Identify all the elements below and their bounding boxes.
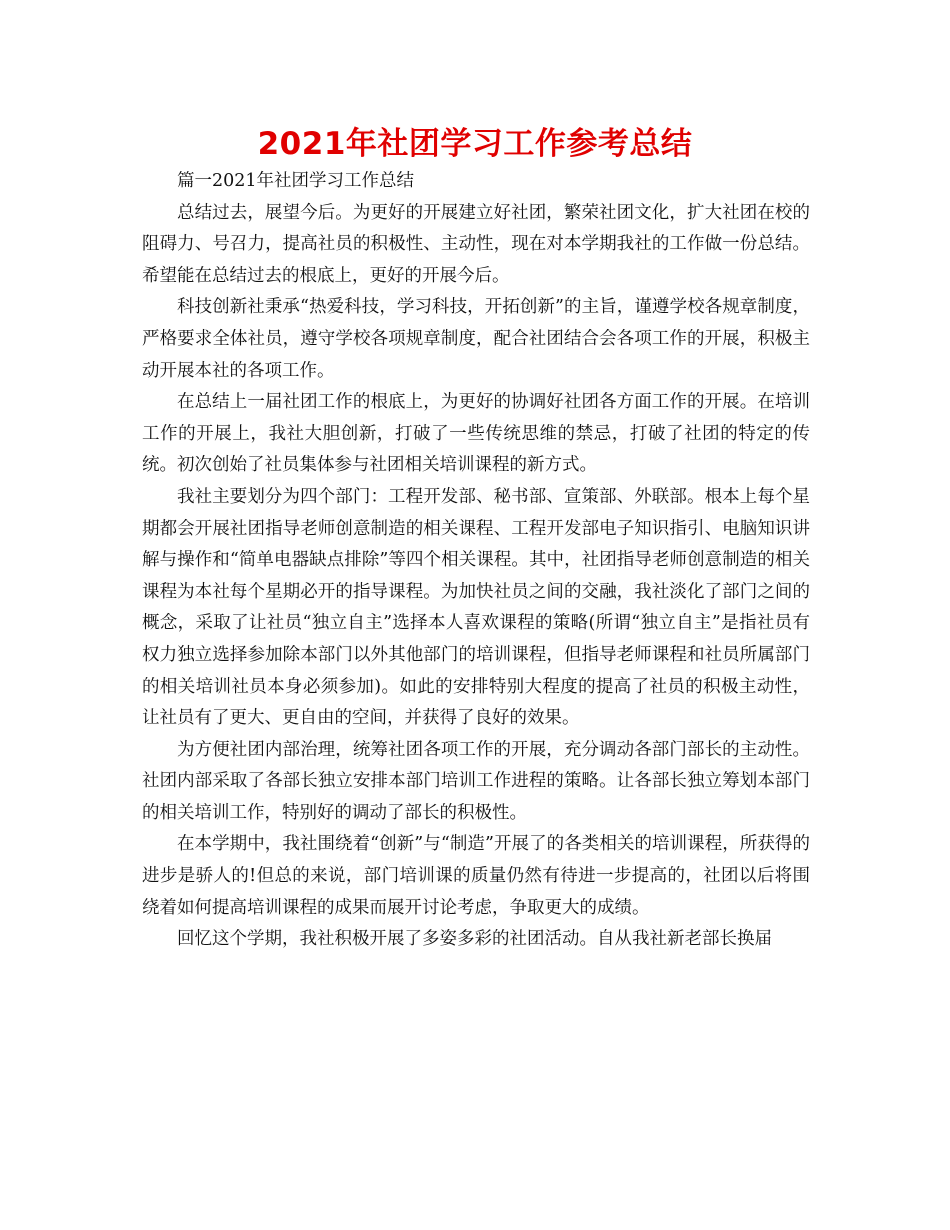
body-paragraph: 科技创新社秉承“热爱科技，学习科技，开拓创新”的主旨，谨遵学校各规章制度，严格要求全体社员，遵守学校各项规章制度，配合社团结合会各项工作的开展，积极主动开展本社的各项工作。 <box>142 297 810 381</box>
body-paragraph: 在本学期中，我社围绕着“创新”与“制造”开展了的各类相关的培训课程，所获得的进步是骄人的!但总的来说，部门培训课的质量仍然有待进一步提高的，社团以后将围绕着如何提高培训课程的成果而展开讨论考虑，争取更大的成绩。 <box>142 834 810 918</box>
body-paragraph: 为方便社团内部治理，统筹社团各项工作的开展，充分调动各部门部长的主动性。社团内部采取了各部长独立安排本部门培训工作进程的策略。让各部长独立筹划本部门的相关培训工作，特别好的调动了部长的积极性。 <box>142 739 810 823</box>
document-title: 2021年社团学习工作参考总结 <box>257 126 693 162</box>
body-paragraph: 我社主要划分为四个部门：工程开发部、秘书部、宣策部、外联部。根本上每个星期都会开展社团指导老师创意制造的相关课程、工程开发部电子知识指引、电脑知识讲解与操作和“简单电器缺点排除”等四个相关课程。其中，社团指导老师创意制造的相关课程为本社每个星期必开的指导课程。为加快社员之间的交融，我社淡化了部门之间的概念，采取了让社员“独立自主”选择本人喜欢课程的策略(所谓“独立自主”是指社员有权力独立选择参加除本部门以外其他部门的培训课程，但指导老师课程和社员所属部门的相关培训社员本身必须参加)。如此的安排特别大程度的提高了社员的积极主动性，让社员有了更大、更自由的空间，并获得了良好的效果。 <box>142 486 810 729</box>
body-paragraph: 回忆这个学期，我社积极开展了多姿多彩的社团活动。自从我社新老部长换届 <box>177 929 772 950</box>
body-paragraph: 总结过去，展望今后。为更好的开展建立好社团，繁荣社团文化，扩大社团在校的阻碍力、号召力，提高社员的积极性、主动性，现在对本学期我社的工作做一份总结。希望能在总结过去的根底上，更好的开展今后。 <box>142 202 810 286</box>
subtitle-paragraph: 篇一2021年社团学习工作总结 <box>177 171 415 191</box>
document-body <box>142 166 810 956</box>
body-paragraph: 在总结上一届社团工作的根底上，为更好的协调好社团各方面工作的开展。在培训工作的开展上，我社大胆创新，打破了一些传统思维的禁忌，打破了社团的特定的传统。初次创始了社员集体参与社团相关培训课程的新方式。 <box>142 392 810 476</box>
